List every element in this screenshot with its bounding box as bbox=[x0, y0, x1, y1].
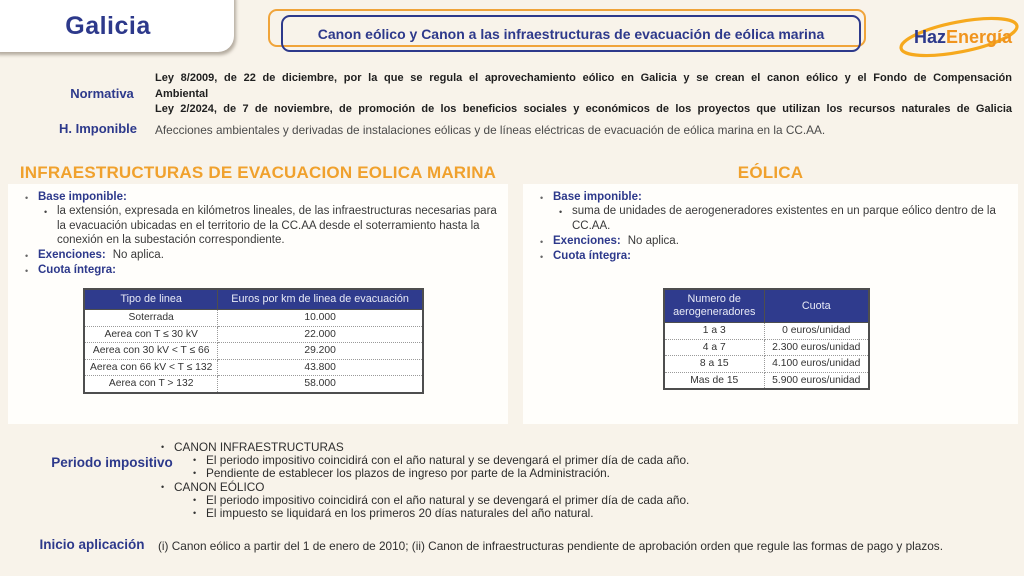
slide-title: Canon eólico y Canon a las infraestructuras de evacuación de eólica marina bbox=[317, 25, 825, 42]
bullet-base-imponible: • Base imponible: • suma de unidades de aerogeneradores existentes en un parque eólico dentro de la CC.AA. bbox=[533, 190, 1008, 233]
table-row: 8 a 15 4.100 euros/unidad bbox=[664, 356, 869, 373]
periodo-canon-infraestructuras: • CANON INFRAESTRUCTURAS • El periodo impositivo coincidirá con el año natural y se devengará el primer día de cada año. • Pendiente de establecer los plazos de ingreso por parte de la Administración. bbox=[158, 441, 1018, 481]
periodo-item: • El periodo impositivo coincidirá con el año natural y se devengará el primer día de cada año. bbox=[190, 454, 1018, 467]
slide-title-box bbox=[268, 9, 866, 47]
bullet-exenciones: • Exenciones: No aplica. bbox=[533, 234, 1008, 248]
table-row: 1 a 3 0 euros/unidad bbox=[664, 323, 869, 340]
table-row: Mas de 15 5.900 euros/unidad bbox=[664, 372, 869, 389]
table-row: 4 a 7 2.300 euros/unidad bbox=[664, 339, 869, 356]
tabla-aerogeneradores bbox=[663, 288, 870, 390]
bullet-cuota-integra: • Cuota íntegra: bbox=[18, 263, 498, 277]
col-header-cuota: Cuota bbox=[764, 289, 869, 323]
hecho-imponible-label: H. Imponible bbox=[59, 121, 137, 136]
hecho-imponible-text: Afecciones ambientales y derivadas de instalaciones eólicas y de líneas eléctricas de evacuación de eólica marina en la CC.AA. bbox=[155, 123, 826, 137]
inicio-aplicacion-label: Inicio aplicación bbox=[39, 537, 145, 552]
table-row: Aerea con 30 kV < T ≤ 66 29.200 bbox=[84, 343, 423, 360]
logo-text-haz: Haz bbox=[914, 27, 947, 47]
table-row: Soterrada 10.000 bbox=[84, 310, 423, 327]
logo-swoosh-icon bbox=[893, 10, 1021, 62]
bullet-exenciones: • Exenciones: No aplica. bbox=[18, 248, 498, 262]
normativa-line: Ambiental bbox=[155, 87, 209, 100]
col-header-numero-aerogeneradores: Numero de aerogeneradores bbox=[664, 289, 764, 323]
tabla-lineas-evacuacion bbox=[83, 288, 424, 394]
infraestructuras-bullet-list bbox=[8, 184, 508, 278]
table-row: Aerea con T > 132 58.000 bbox=[84, 376, 423, 393]
bullet-base-imponible-detail: • suma de unidades de aerogeneradores existentes en un parque eólico dentro de la CC.AA. bbox=[553, 204, 1008, 233]
periodo-item: • Pendiente de establecer los plazos de ingreso por parte de la Administración. bbox=[190, 467, 1018, 480]
region-title: Galicia bbox=[65, 11, 151, 40]
title-box-blue-border bbox=[281, 15, 861, 52]
inicio-aplicacion-text: (i) Canon eólico a partir del 1 de enero de 2010; (ii) Canon de infraestructuras pendiente de aprobación orden que regule las formas de pago y plazos. bbox=[158, 539, 943, 553]
region-title-box bbox=[0, 0, 234, 52]
periodo-item: • El impuesto se liquidará en los primeros 20 días naturales del año natural. bbox=[190, 507, 1018, 520]
table-row: Aerea con 66 kV < T ≤ 132 43.800 bbox=[84, 359, 423, 376]
periodo-canon-eolico: • CANON EÓLICO • El periodo impositivo coincidirá con el año natural y se devengará el primer día de cada año. • El impuesto se liquidará en los primeros 20 días naturales del año natural. bbox=[158, 481, 1018, 521]
normativa-text bbox=[155, 71, 1012, 118]
normativa-line: Ley 8/2009, de 22 de diciembre, por la que se regula el aprovechamiento eólico en Galicia y se crean el canon eólico y el Fondo de Compensación bbox=[155, 72, 1012, 84]
bullet-base-imponible: • Base imponible: • la extensión, expresada en kilómetros lineales, de las infraestructuras necesarias para la evacuación ubicadas en el territorio de la CC.AA desde el soterramiento hasta la conexión en la subestación correspondiente. bbox=[18, 190, 498, 247]
section-heading-eolica: EÓLICA bbox=[737, 163, 804, 182]
bullet-base-imponible-detail: • la extensión, expresada en kilómetros lineales, de las infraestructuras necesarias para la evacuación ubicadas en el territorio de la CC.AA desde el soterramiento hasta la conexión en la subestación correspondiente. bbox=[38, 204, 498, 247]
col-header-tipo-linea: Tipo de linea bbox=[84, 289, 218, 310]
normativa-line: Ley 2/2024, de 7 de noviembre, de promoción de los beneficios sociales y económicos de los proyectos que utilizan los recursos naturales de Galicia bbox=[155, 103, 1012, 115]
logo-text-energia: Energía bbox=[946, 27, 1013, 47]
bullet-cuota-integra: • Cuota íntegra: bbox=[533, 249, 1008, 263]
section-heading-infraestructuras: INFRAESTRUCTURAS DE EVACUACION EOLICA MARINA bbox=[19, 163, 497, 182]
periodo-impositivo-label: Periodo impositivo bbox=[51, 455, 173, 470]
periodo-impositivo-list bbox=[158, 441, 1018, 520]
svg-text:HazEnergía bbox=[914, 27, 1013, 47]
eolica-bullet-list bbox=[523, 184, 1018, 263]
table-row: Aerea con T ≤ 30 kV 22.000 bbox=[84, 326, 423, 343]
col-header-euros-km: Euros por km de linea de evacuación bbox=[218, 289, 423, 310]
periodo-item: • El periodo impositivo coincidirá con el año natural y se devengará el primer día de cada año. bbox=[190, 494, 1018, 507]
hazenergia-logo bbox=[893, 10, 1021, 62]
normativa-label: Normativa bbox=[70, 86, 134, 101]
